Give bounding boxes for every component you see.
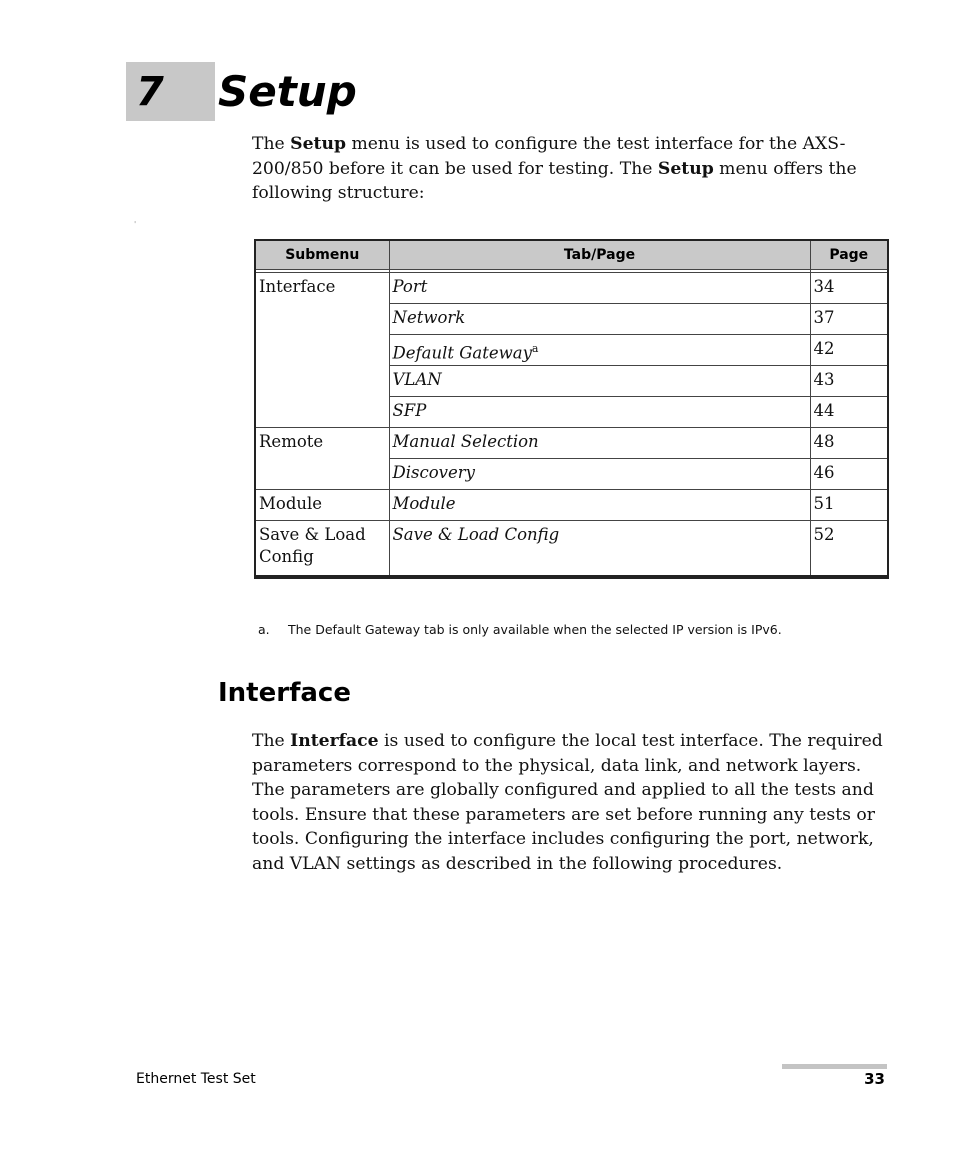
table-header-row — [255, 240, 888, 270]
interface-paragraph: The Interface is used to configure the local test interface. The required parameters correspond to the physical, data link, and network layers. The parameters are globally configured and applied to all the tests and tools. Ensure that these parameters are set before running any tests or tools. Configuring the interface includes configuring the port, network, and VLAN settings as described in the following procedures. — [252, 731, 883, 874]
footnote-label: a. — [258, 622, 270, 637]
table-row — [255, 428, 888, 459]
tab-cell: VLAN — [389, 366, 810, 397]
submenu-cell: Module — [255, 490, 389, 521]
submenu-cell: Remote — [255, 428, 389, 490]
margin-mark: ' — [134, 220, 137, 229]
tab-cell: SFP — [389, 397, 810, 428]
page-cell: 43 — [810, 366, 888, 397]
section-heading: Interface — [218, 678, 351, 708]
submenu-cell: Interface — [255, 273, 389, 428]
header-tab-page: Tab/Page — [389, 240, 810, 270]
page-cell: 34 — [810, 273, 888, 304]
footer-rule — [782, 1064, 887, 1069]
tab-cell: Default Gateway$^a$ — [389, 335, 810, 366]
table-row — [255, 273, 888, 304]
page-cell: 44 — [810, 397, 888, 428]
tab-cell: Module — [389, 490, 810, 521]
table-row — [255, 521, 888, 577]
setup-menu-table — [254, 239, 889, 579]
tab-cell: Network — [389, 304, 810, 335]
page-cell: 46 — [810, 459, 888, 490]
chapter-number: 7 — [136, 69, 164, 115]
tab-cell: Discovery — [389, 459, 810, 490]
page-cell: 52 — [810, 521, 888, 577]
chapter-title: Setup — [218, 67, 357, 116]
footnote-ref: a — [531, 342, 539, 355]
tab-cell: Manual Selection — [389, 428, 810, 459]
submenu-cell: Save & Load Config — [255, 521, 389, 577]
page-cell: 37 — [810, 304, 888, 335]
footer-doc-title: Ethernet Test Set — [136, 1071, 256, 1087]
page-cell: 48 — [810, 428, 888, 459]
table-row — [255, 490, 888, 521]
table-footnote — [258, 622, 782, 637]
header-submenu: Submenu — [255, 240, 389, 270]
page-cell: 51 — [810, 490, 888, 521]
tab-cell: Save & Load Config — [389, 521, 810, 577]
intro-paragraph: The Setup menu is used to configure the test interface for the AXS-200/850 before it can be used for testing. The Setup menu offers the following structure: — [252, 134, 857, 204]
footnote-text: The Default Gateway tab is only available when the selected IP version is IPv6. — [288, 622, 782, 637]
page-cell: 42 — [810, 335, 888, 366]
footer-page-number: 33 — [864, 1070, 885, 1088]
tab-cell: Port — [389, 273, 810, 304]
header-page: Page — [810, 240, 888, 270]
